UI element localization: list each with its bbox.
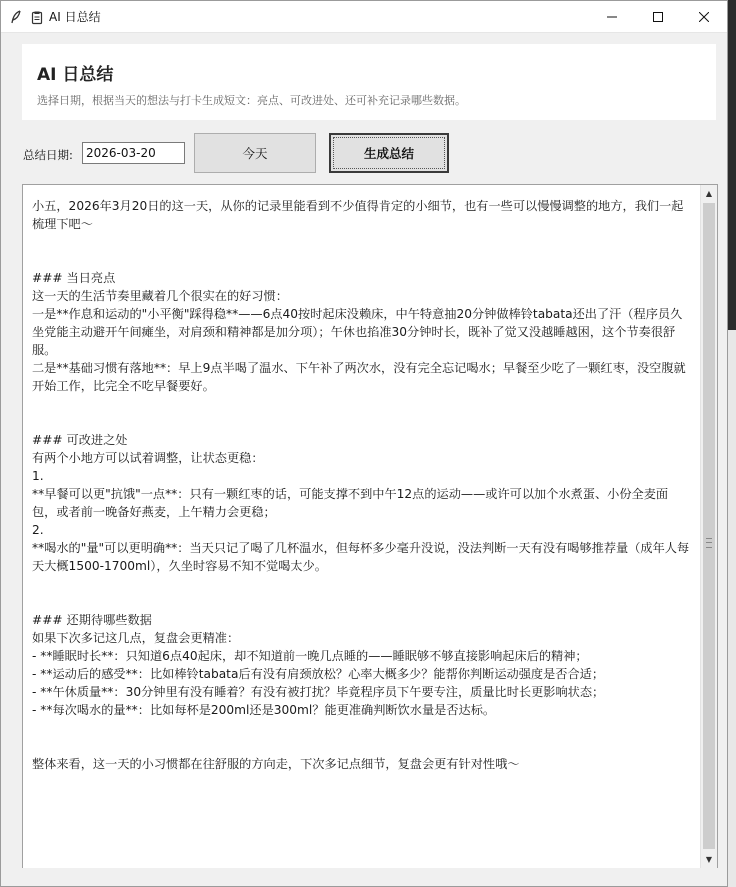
minimize-icon[interactable] xyxy=(589,1,635,32)
summary-textbox[interactable] xyxy=(22,184,718,869)
header-card xyxy=(22,44,716,120)
title-bar[interactable] xyxy=(1,1,727,33)
page-title: AI 日总结 xyxy=(37,65,114,85)
date-label: 总结日期: xyxy=(23,148,73,162)
window-controls xyxy=(589,1,727,32)
scrollbar-thumb[interactable] xyxy=(703,203,715,849)
today-button[interactable]: 今天 xyxy=(194,133,316,173)
feather-icon xyxy=(9,10,23,24)
window-title: AI 日总结 xyxy=(49,10,101,24)
vertical-scrollbar[interactable] xyxy=(700,185,717,868)
date-input[interactable] xyxy=(82,142,185,164)
generate-summary-button[interactable]: 生成总结 xyxy=(329,133,449,173)
scroll-up-icon[interactable]: ▲ xyxy=(705,189,713,198)
scroll-down-icon[interactable]: ▼ xyxy=(705,855,713,864)
page-subtitle: 选择日期，根据当天的想法与打卡生成短文：亮点、可改进处、还可补充记录哪些数据。 xyxy=(37,94,466,107)
document-icon xyxy=(31,10,43,24)
grip-icon xyxy=(706,538,712,548)
toolbar xyxy=(22,133,716,173)
window-bottom-edge xyxy=(1,868,727,886)
summary-text[interactable]: 小五，2026年3月20日的这一天，从你的记录里能看到不少值得肯定的小细节，也有一些可以慢慢调整的地方，我们一起梳理下吧～ ### 当日亮点 这一天的生活节奏里藏着几个很实在的好习惯： 一是**作息和运动的"小平衡"踩得稳**——6点40按时起床没赖床，中午特意抽20分钟做棒铃tabata还出了汗（程序员久坐党能主动避开午间瘫坐，对肩颈和精神都是加分项）；午休也掐准30分钟时长，既补了觉又没越睡越困，这个节奏很舒服。 二是**基础习惯有落地**：早上9点半喝了温水、下午补了两次水，没有完全忘记喝水；早餐至少吃了一颗红枣，没空腹就开始工作，比完全不吃早餐要好。 ### 可改进之处 有两个小地方可以试着调整，让状态更稳： 1. **早餐可以更"抗饿"一点**：只有一颗红枣的话，可能支撑不到中午12点的运动——或许可以加个水煮蛋、小份全麦面包，或者前一晚备好燕麦，上午精力会更稳； 2. **喝水的"量"可以更明确**：当天只记了喝了几杯温水，但每杯多少毫升没说，没法判断一天有没有喝够推荐量（成年人每天大概1500-1700ml），久坐时容易不知不觉喝太少。 ### 还期待哪些数据 如果下次多记这几点，复盘会更精准： - **睡眠时长**：只知道6点40起床，却不知道前一晚几点睡的——睡眠够不够直接影响起床后的精神； - **运动后的感受**：比如棒铃tabata后有没有肩颈放松？心率大概多少？能帮你判断运动强度是否合适； - **午休质量**：30分钟里有没有睡着？有没有被打扰？毕竟程序员下午要专注，质量比时长更影响状态； - **每次喝水的量**：比如每杯是200ml还是300ml？能更准确判断饮水量是否达标。 整体来看，这一天的小习惯都在往舒服的方向走，下次多记点细节，复盘会更有针对性哦～ xyxy=(32,199,690,771)
close-icon[interactable] xyxy=(681,1,727,32)
maximize-icon[interactable] xyxy=(635,1,681,32)
